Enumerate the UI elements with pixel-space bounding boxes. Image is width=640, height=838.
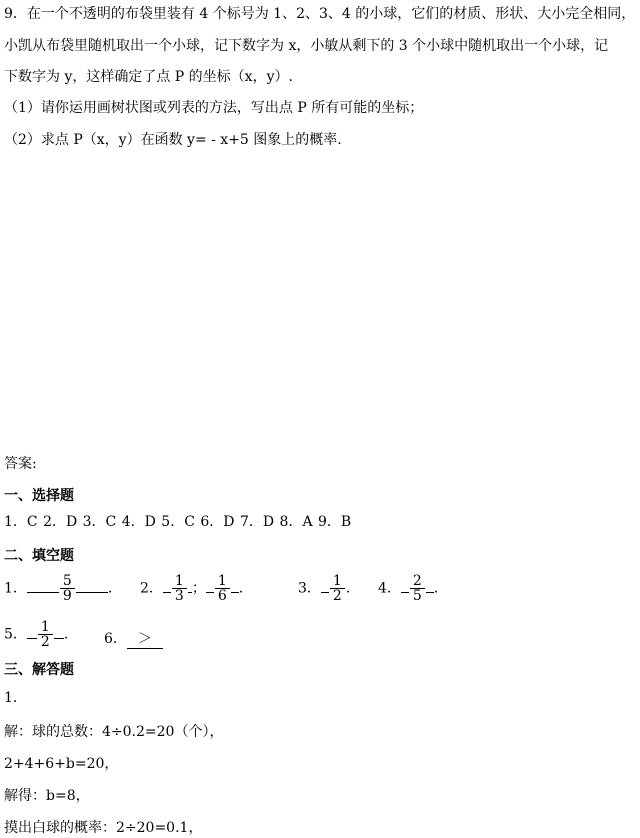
blank-line [27, 638, 37, 639]
fill-6-value: ＞ [127, 628, 163, 649]
fill-3-number: 3． [298, 580, 321, 597]
fill-2-number: 2． [140, 580, 163, 597]
solve-line-4: 摸出白球的概率：2÷20=0.1， [4, 820, 203, 836]
section-solve-title: 三、解答题 [4, 662, 74, 678]
blank-line [206, 592, 214, 593]
section-choice-title: 一、选择题 [4, 488, 74, 504]
question-line-3: 下数字为 y，这样确定了点 P 的坐标（x，y）. [4, 69, 293, 85]
fill-4-number: 4． [378, 580, 401, 597]
answers-heading: 答案: [4, 456, 37, 472]
fraction: $\frac{1}{6}$ [215, 574, 230, 603]
fill-1-number: 1． [4, 580, 27, 597]
question-part-2: （2）求点 P（x，y）在函数 y= - x+5 图象上的概率. [4, 132, 342, 148]
fraction: $\frac{1}{2}$ [38, 620, 53, 649]
blank-line [426, 592, 434, 593]
blank-line [163, 592, 171, 593]
fill-answer-3: 3． $\frac{1}{2}$ . [298, 573, 351, 604]
blank-line [231, 592, 239, 593]
blank-line [54, 638, 64, 639]
solve-number: 1． [4, 690, 27, 706]
fraction: $\frac{1}{3}$ [172, 574, 187, 603]
blank-line [27, 592, 59, 593]
fill-answer-1: 1． $\frac{5}{9}$ . [4, 573, 113, 604]
blank-line [76, 592, 108, 593]
fraction: $\frac{5}{9}$ [60, 574, 75, 603]
question-part-1: （1）请你运用画树状图或列表的方法，写出点 P 所有可能的坐标； [4, 100, 424, 116]
fill-5-number: 5． [4, 626, 27, 643]
solve-line-1: 解：球的总数：4÷0.2=20（个）， [4, 724, 224, 740]
fill-answer-6 [104, 628, 163, 649]
blank-line [321, 592, 329, 593]
section-fill-title: 二、填空题 [4, 548, 74, 564]
solve-line-2: 2+4+6+b=20， [4, 756, 119, 772]
fraction: $\frac{1}{2}$ [330, 574, 345, 603]
fill-6-number: 6． [104, 631, 127, 647]
fill-answer-2: 2． $\frac{1}{3}$ ； $\frac{1}{6}$ . [140, 573, 244, 604]
choice-answers: 1．C 2．D 3．C 4．D 5．C 6．D 7．D 8．A 9．B [4, 514, 352, 530]
solve-line-3: 解得：b=8， [4, 788, 90, 804]
question-line-1: 9．在一个不透明的布袋里装有 4 个标号为 1、2、3、4 的小球，它们的材质、形状、大小完全相同， [4, 6, 636, 22]
blank-line [401, 592, 409, 593]
fraction: $\frac{2}{5}$ [410, 574, 425, 603]
fill-answer-4: 4． $\frac{2}{5}$ . [378, 573, 439, 604]
question-line-2: 小凯从布袋里随机取出一个小球，记下数字为 x，小敏从剩下的 3 个小球中随机取出一个小球，记 [4, 38, 609, 54]
fill-answer-5: 5． $\frac{1}{2}$ . [4, 619, 69, 650]
